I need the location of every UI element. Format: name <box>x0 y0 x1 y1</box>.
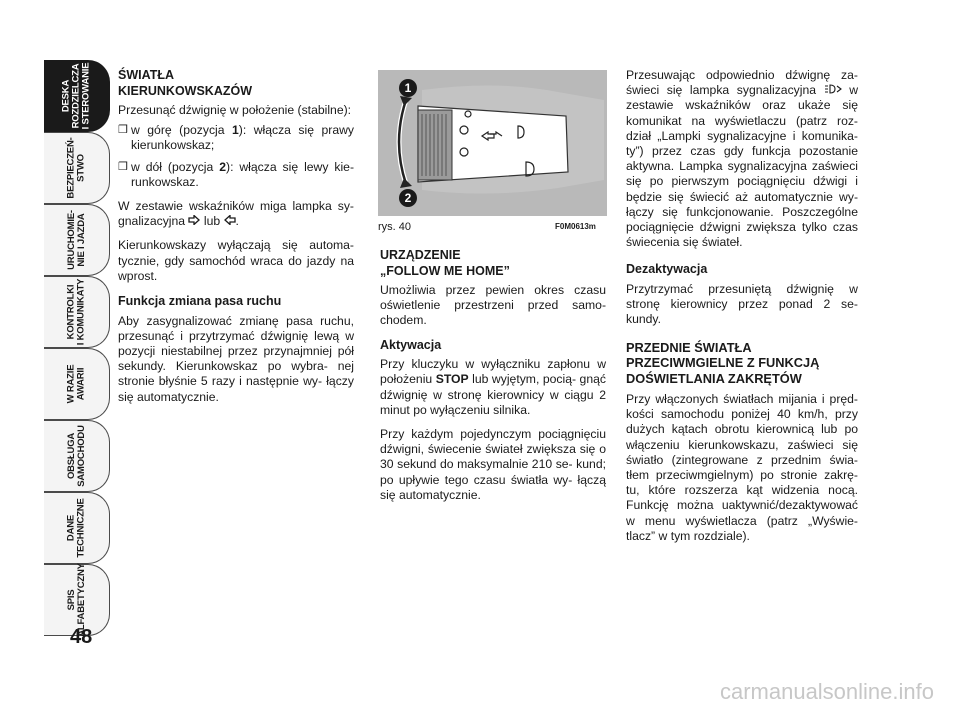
section-heading-fog-lights: PRZEDNIE ŚWIATŁA PRZECIWMGIELNE Z FUNKCJĄ DOŚWIETLANIA ZAKRĘTÓW <box>626 339 820 386</box>
activation-paragraph: Przy kluczyku w wyłączniku zapłonu w położeniu STOP lub wyjętym, pocią- gnąć dźwignię w stronę kierownicy w ciągu 2 minut po wyłączeniu silnika. <box>380 357 606 417</box>
tab-bezpieczenstwo[interactable]: BEZPIECZEŃ- STWO <box>44 132 110 204</box>
tab-spis-alfabetyczny[interactable]: SPIS ALFABETYCZNY <box>44 564 110 636</box>
lane-change-heading: Funkcja zmiana pasa ruchu <box>118 294 282 309</box>
column-right <box>626 68 858 553</box>
tab-deska-rozdzielcza[interactable]: DESKA ROZDZIELCZA I STEROWANIE <box>44 60 110 132</box>
fog-lights-paragraph: Przy włączonych światłach mijania i pręd- kości samochodu poniżej 40 km/h, przy dużych kątach obrotu kierownicą lub po włączeniu kierunkowskazu, zaświeci się światło (zintegrowane z przednim świa- tłem przeciwmgielnym) po stronie zakrę- tu, które rozszerza kąt widzenia nocą. Funkcję można uaktywnić/dezaktywować w menu wyświetlacza (patrz „Wyświe- tlacz” w tym rozdziale). <box>626 392 858 543</box>
deactivation-heading: Dezaktywacja <box>626 262 708 277</box>
deactivation-paragraph: Przytrzymać przesuniętą dźwignię w stronę kierownicy przez ponad 2 se- kundy. <box>626 281 858 327</box>
bullet-down: ❒ w dół (pozycja 2): włącza się lewy kie- runkowskaz. <box>118 159 355 189</box>
auto-off-paragraph: Kierunkowskazy wyłączają się automa- tycznie, gdy samochód wraca do jazdy na wprost. <box>118 238 354 283</box>
page-number: 48 <box>70 626 93 648</box>
right-arrow-indicator-icon <box>188 214 200 228</box>
watermark-logo: carmanualsonline.info <box>719 679 934 704</box>
indicator-paragraph: W zestawie wskaźników miga lampka sy- gnalizacyjna lub . <box>118 199 354 229</box>
marker-1: 1 <box>404 81 412 95</box>
bullet-up: ❒ w górę (pozycja 1): włącza się prawy kierunkowskaz; <box>118 123 354 153</box>
indicator-lamp-paragraph: Przesuwając odpowiednio dźwignę za- świeci się lampka sygnalizacyjna w zestawie wskaźników oraz ukaże się komunikat na wyświetlaczu (patrz roz- dział „Lampki sygnalizacyjne i komunika- ty”) przez czas gdy funkcja pozostanie aktywna. Lampka sygnalizacyjna zaświeci się po pierwszym pociągnięciu dźwigi i będzie się świecić aż automatycznie wy- łączy się funkcjonowanie. Poszczególne pociągnięcie dźwigni zwiększa tylko czas świecenia się świateł. <box>626 68 859 250</box>
tab-w-razie-awarii[interactable]: W RAZIE AWARII <box>44 348 110 420</box>
left-arrow-indicator-icon <box>224 214 236 228</box>
column-turn-signals <box>118 68 354 414</box>
lane-change-paragraph: Aby zasygnalizować zmianę pasa ruchu, przesunąć i przytrzymać dźwignię lewą w pozycji niestabilnej przez przynajmniej pół sekundy. Kierunkowskaz po wybra- nej stronie błyśnie 5 razy i następnie wy- łączy się automatycznie. <box>118 313 354 404</box>
follow-me-home-intro: Umożliwia przez pewien okres czasu oświetlenie przestrzeni przed samo- chodem. <box>380 283 606 328</box>
section-heading-follow-me-home: URZĄDZENIE „FOLLOW ME HOME” <box>380 248 510 278</box>
figure-caption: rys. 40 <box>378 221 412 233</box>
extension-paragraph: Przy każdym pojedynczym pociągnięciu dźwigni, świecenie świateł zwiększa się o 30 sekund do maksymalnie 210 se- kund; po upływie tego czasu światła wy- łączą się automatycznie. <box>380 426 606 502</box>
tab-obsluga[interactable]: OBSŁUGA SAMOCHODU <box>44 420 110 492</box>
turn-signal-intro: Przesunąć dźwignię w położenie (stabilne): <box>118 103 352 117</box>
tab-dane-techniczne[interactable]: DANE TECHNICZNE <box>44 492 110 564</box>
column-follow-me-home <box>380 248 606 512</box>
section-heading-turn-signals: ŚWIATŁA KIERUNKOWSKAZÓW <box>118 68 253 98</box>
follow-me-home-lamp-icon <box>824 83 842 97</box>
checkbox-bullet-icon: ❒ <box>118 160 128 173</box>
figure-code: F0M0613m <box>555 222 596 231</box>
marker-2: 2 <box>404 191 412 205</box>
activation-heading: Aktywacja <box>380 337 442 352</box>
tab-uruchomienie[interactable]: URUCHOMIE- NIE I JAZDA <box>44 204 110 276</box>
tab-kontrolki[interactable]: KONTROLKI I KOMUNIKATY <box>44 276 110 348</box>
lever-illustration <box>378 70 607 216</box>
checkbox-bullet-icon: ❒ <box>118 124 128 137</box>
